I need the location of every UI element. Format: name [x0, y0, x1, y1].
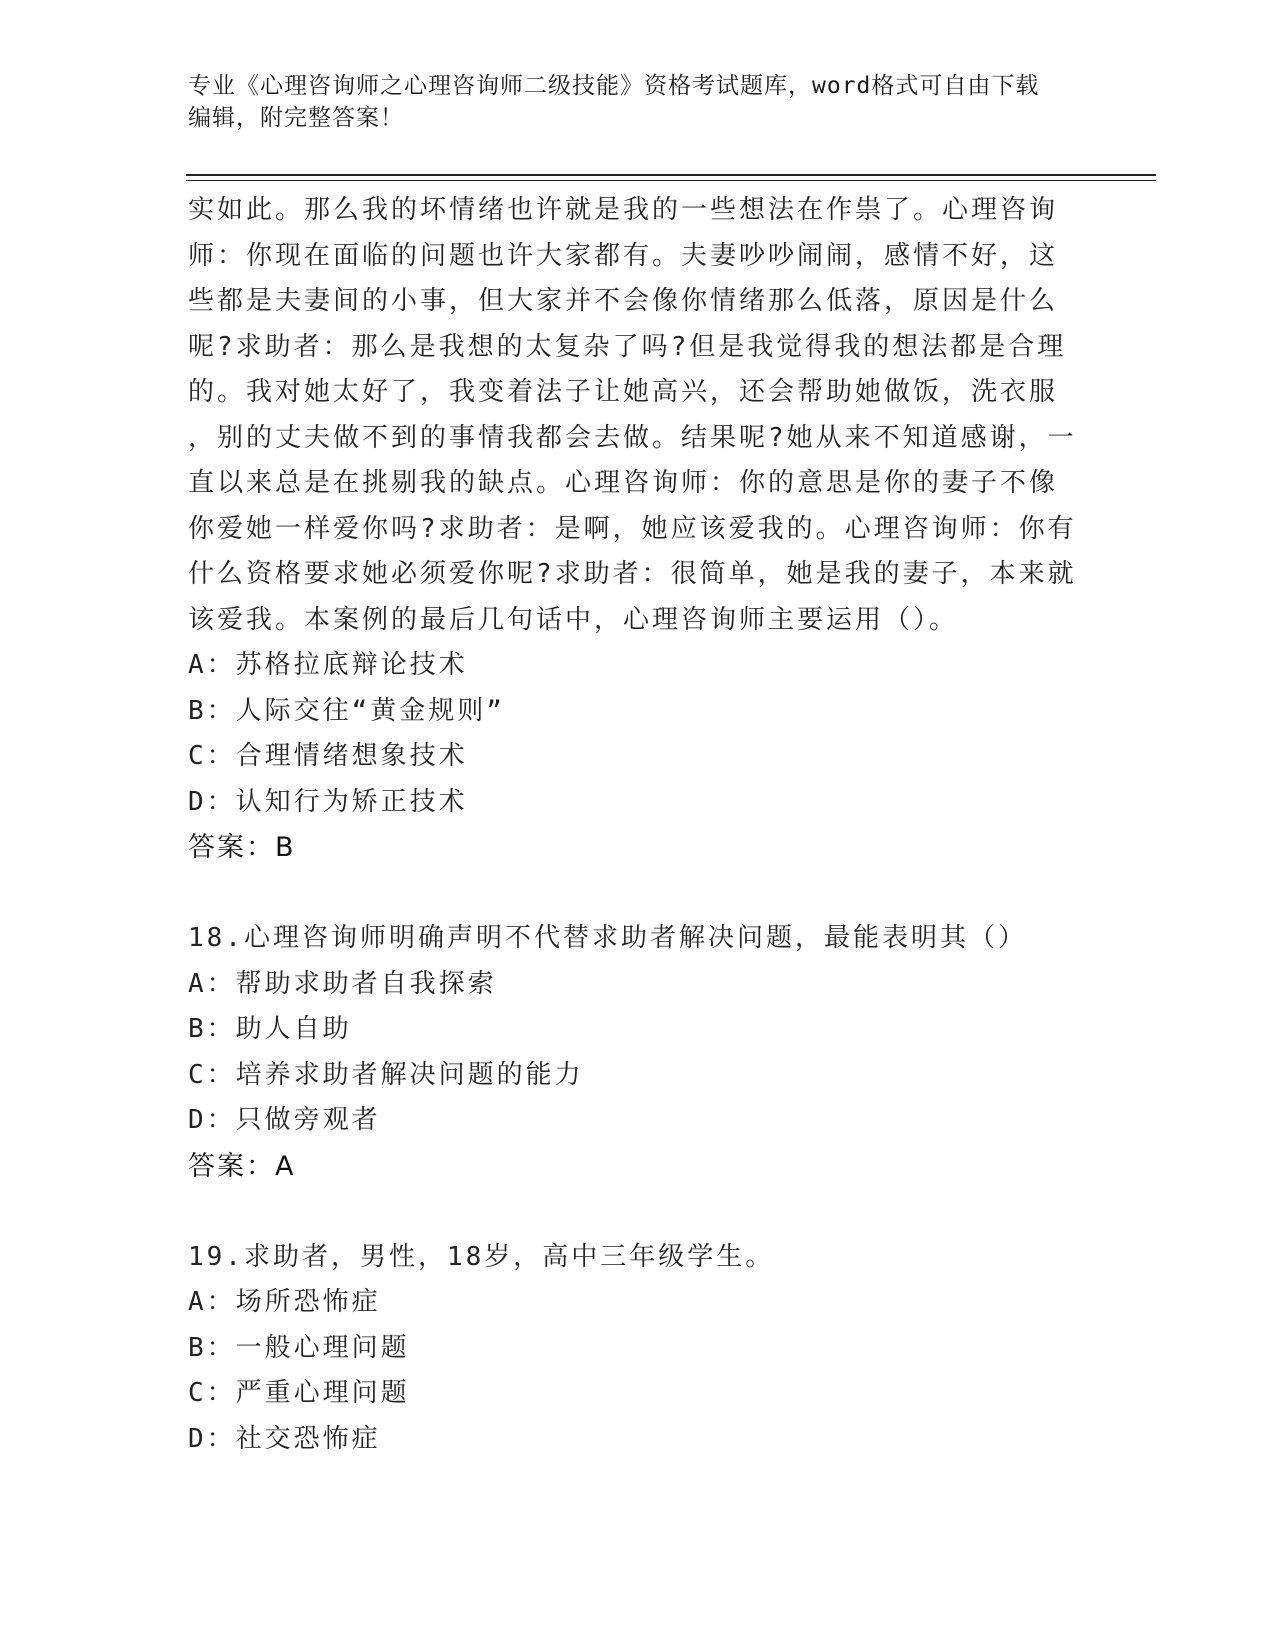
option-d: D：社交恐怖症: [188, 1423, 381, 1454]
option-a: A：帮助求助者自我探索: [188, 968, 497, 999]
question-19: [188, 1235, 1088, 1463]
question-17-stem-line: 该爱我。本案例的最后几句话中，心理咨询师主要运用（）。: [188, 604, 959, 635]
question-18: [188, 916, 1088, 1189]
header-rule-thick: [186, 174, 1156, 176]
option-b: B：人际交往“黄金规则”: [188, 695, 505, 726]
header-line-2: 编辑，附完整答案！: [188, 105, 404, 131]
option-d: D：只做旁观者: [188, 1105, 381, 1135]
question-17-stem-line: 实如此。那么我的坏情绪也许就是我的一些想法在作祟了。心理咨询: [188, 195, 1059, 225]
header-rule-thin: [186, 180, 1156, 181]
option-a: A：苏格拉底辩论技术: [188, 650, 468, 680]
question-17-stem-line: 的。我对她太好了，我变着法子让她高兴，还会帮助她做饭，洗衣服: [188, 377, 1059, 407]
page-header: [188, 70, 1078, 134]
question-19-stem: 19.求助者，男性，18岁，高中三年级学生。: [188, 1241, 775, 1272]
question-17-stem-line: 直以来总是在挑剔我的缺点。心理咨询师：你的意思是你的妻子不像: [188, 468, 1059, 498]
answer-key: 答案：B: [188, 832, 296, 863]
option-a: A：场所恐怖症: [188, 1287, 381, 1317]
option-b: B：一般心理问题: [188, 1332, 410, 1363]
question-18-stem: 18.心理咨询师明确声明不代替求助者解决问题，最能表明其（）: [188, 923, 1027, 953]
answer-key: 答案：A: [188, 1150, 296, 1182]
question-17-stem-line: 师：你现在面临的问题也许大家都有。夫妻吵吵闹闹，感情不好，这: [188, 240, 1059, 271]
question-17-stem-line: ，别的丈夫做不到的事情我都会去做。结果呢?她从来不知道感谢，一: [188, 422, 1077, 453]
question-17-stem-line: 什么资格要求她必须爱你呢?求助者：很简单，她是我的妻子，本来就: [188, 559, 1077, 589]
option-c: C：培养求助者解决问题的能力: [188, 1059, 584, 1090]
question-17: [188, 188, 1088, 871]
question-17-stem-line: 呢?求助者：那么是我想的太复杂了吗?但是我觉得我的想法都是合理: [188, 331, 1067, 362]
option-c: C：合理情绪想象技术: [188, 741, 468, 771]
question-body: [188, 188, 1088, 1462]
question-17-stem-line: 你爱她一样爱你吗?求助者：是啊，她应该爱我的。心理咨询师：你有: [188, 513, 1077, 544]
spacer: [188, 871, 1088, 917]
header-line-1: 专业《心理咨询师之心理咨询师二级技能》资格考试题库，word格式可自由下载: [188, 73, 1040, 99]
option-c: C：严重心理问题: [188, 1378, 410, 1408]
question-17-stem-line: 些都是夫妻间的小事，但大家并不会像你情绪那么低落，原因是什么: [188, 286, 1059, 316]
spacer: [188, 1189, 1088, 1235]
option-d: D：认知行为矫正技术: [188, 786, 468, 817]
option-b: B：助人自助: [188, 1014, 352, 1044]
